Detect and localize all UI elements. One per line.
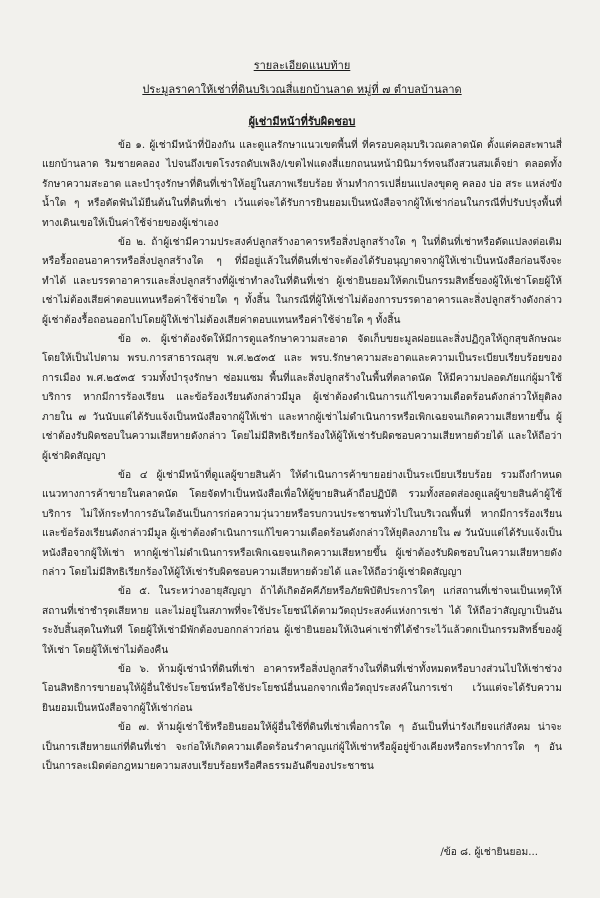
clause-2: ข้อ ๒. ถ้าผู้เช่ามีความประสงค์ปลูกสร้างอาคารหรือสิ่งปลูกสร้างใด ๆ ในที่ดินที่เช่าหรือดัดแปลงต่อเติมหรือรื้อถอนอาคารหรือสิ่งปลูกสร้างใด ๆ ที่มีอยู่แล้วในที่ดินที่เช่าจะต้องได้รับอนุญาตจากผู้ให้เช่าเป็นหนังสือก่อนจึงจะทำได้ และบรรดาอาคารและสิ่งปลูกสร้างที่ผู้เช่าทำลงในที่ดินที่เช่า ผู้เช่ายินยอมให้ตกเป็นกรรมสิทธิ์ของผู้ให้เช่าโดยผู้ให้เช่าไม่ต้องเสียค่าตอบแทนหรือค่าใช้จ่ายใด ๆ ทั้งสิ้น ในกรณีที่ผู้ให้เช่าไม่ต้องการบรรดาอาคารและสิ่งปลูกสร้างดังกล่าว ผู้เช่าต้องรื้อถอนออกไปโดยผู้ให้เช่าไม่ต้องเสียค่าตอบแทนหรือค่าใช้จ่ายใด ๆ ทั้งสิ้น [42,237,562,326]
clause-7: ข้อ ๗. ห้ามผู้เช่าใช้หรือยินยอมให้ผู้อื่นใช้ที่ดินที่เช่าเพื่อการใด ๆ อันเป็นที่น่ารังเกียจแก่สังคม น่าจะเป็นการเสียหายแก่ที่ดินที่เช่า จะก่อให้เกิดความเดือดร้อนรำคาญแก่ผู้ให้เช่าหรือผู้อยู่ข้างเคียงหรือกระทำการใด ๆ อันเป็นการละเมิดต่อกฎหมายความสงบเรียบร้อยหรือศีลธรรมอันดีของประชาชน [42,722,562,772]
clause-6: ข้อ ๖. ห้ามผู้เช่านำที่ดินที่เช่า อาคารหรือสิ่งปลูกสร้างในที่ดินที่เช่าทั้งหมดหรือบางส่วนไปให้เช่าช่วงโอนสิทธิการขายอนุให้ผู้อื่นใช้ประโยชน์หรือใช้ประโยชน์อื่นนอกจากเพื่อวัตถุประสงค์ในการเช่า เว้นแต่จะได้รับความยินยอมเป็นหนังสือจากผู้ให้เช่าก่อน [42,663,562,714]
clause-3: ข้อ ๓. ผู้เช่าต้องจัดให้มีการดูแลรักษาความสะอาด จัดเก็บขยะมูลฝอยและสิ่งปฏิกูลให้ถูกสุขลักษณะ โดยให้เป็นไปตาม พรบ.การสาธารณสุข พ.ศ.๒๕๓๕ และ พรบ.รักษาความสะอาดและความเป็นระเบียบเรียบร้อยของการเมือง พ.ศ.๒๕๓๕ รวมทั้งบำรุงรักษา ซ่อมแซม พื้นที่และสิ่งปลูกสร้างในพื้นที่ตลาดนัด ให้มีความปลอดภัยแก่ผู้มาใช้บริการ หากมีการร้องเรียน และข้อร้องเรียนดังกล่าวมีมูล ผู้เช่าต้องดำเนินการแก้ไขความเดือดร้อนดังกล่าวให้ยุติลงภายใน ๗ วันนับแต่ได้รับแจ้งเป็นหนังสือจากผู้ให้เช่า และหากผู้เช่าไม่ดำเนินการหรือเพิกเฉยจนเกิดความเสียหายขึ้น ผู้เช่าต้องรับผิดชอบในความเสียหายดังกล่าว โดยไม่มีสิทธิเรียกร้องให้ผู้ให้เช่ารับผิดชอบความเสียหายด้วยได้ และให้ถือว่าผู้เช่าผิดสัญญา [42,334,562,462]
clause-4: ข้อ ๔ ผู้เช่ามีหน้าที่ดูแลผู้ขายสินค้า ให้ดำเนินการค้าขายอย่างเป็นระเบียบเรียบร้อย รวมถึงกำหนดแนวทางการค้าขายในตลาดนัด โดยจัดทำเป็นหนังสือเพื่อให้ผู้ขายสินค้าถือปฏิบัติ รวมทั้งสอดส่องดูแลผู้ขายสินค้าผู้ใช้บริการ ไม่ให้กระทำการอันใดอันเป็นการก่อความวุ่นวายหรือรบกวนประชาชนทั่วไปในบริเวณพื้นที่ หากมีการร้องเรียน และข้อร้องเรียนดังกล่าวมีมูล ผู้เช่าต้องดำเนินการแก้ไขความเดือดร้อนดังกล่าวให้ยุติลงภายใน ๗ วันนับแต่ได้รับแจ้งเป็นหนังสือจากผู้ให้เช่า หากผู้เช่าไม่ดำเนินการหรือเพิกเฉยจนเกิดความเสียหายขึ้น ผู้เช่าต้องรับผิดชอบในความเสียหายดังกล่าว โดยไม่มีสิทธิเรียกร้องให้ผู้ให้เช่ารับผิดชอบความเสียหายด้วยได้ และให้ถือว่าผู้เช่าผิดสัญญา [42,469,562,578]
continuation-note: /ข้อ ๘. ผู้เช่ายินยอม... [440,847,538,858]
auction-title: ประมูลราคาให้เช่าที่ดินบริเวณสี่แยกบ้านลาด หมู่ที่ ๗ ตำบลบ้านลาด [142,83,462,96]
section-title: ผู้เช่ามีหน้าที่รับผิดชอบ [248,115,356,128]
attachment-title: รายละเอียดแนบท้าย [253,59,351,72]
clause-1: ข้อ ๑. ผู้เช่ามีหน้าที่ป้องกัน และดูแลรักษาแนวเขตพื้นที่ ที่ครอบคลุมบริเวณตลาดนัด ตั้งแต่คอสะพานสี่แยกบ้านลาด ริมชายคลอง ไปจนถึงเขตโรงรถดับเพลิง/เขตไฟแดงสี่แยกถนนหน้ามินิมาร์ทจนถึงสวนสมเด็จย่า ตลอดทั้งรักษาความสะอาด และบำรุงรักษาที่ดินที่เช่าให้อยู่ในสภาพเรียบร้อย ห้ามทำการเปลี่ยนแปลงขุดคู คลอง บ่อ สระ แหล่งขังน้ำใด ๆ หรือตัดฟันไม้ยืนต้นในที่ดินที่เช่า เว้นแต่จะได้รับการยินยอมเป็นหนังสือจากผู้ให้เช่าก่อนในกรณีที่ปรับปรุงพื้นที่ทางเดินเขอให้เป็นค่าใช้จ่ายของผู้เช่าเอง [42,140,562,229]
clause-5: ข้อ ๕. ในระหว่างอายุสัญญา ถ้าได้เกิดอัคคีภัยหรือภัยพิบัติประการใดๆ แก่สถานที่เช่าจนเป็นเหตุให้สถานที่เช่าชำรุดเสียหาย และไม่อยู่ในสภาพที่จะใช้ประโยชน์ได้ตามวัตถุประสงค์แห่งการเช่า ได้ ให้ถือว่าสัญญาเป็นอันระงับสิ้นสุดในทันที โดยผู้ให้เช่ามีพักต้องบอกกล่าวก่อน ผู้เช่ายินยอมให้เงินค่าเช่าที่ได้ชำระไว้แล้วตกเป็นกรรมสิทธิ์ของผู้ให้เช่า โดยผู้ให้เช่าไม่ต้องคืน [42,586,562,656]
